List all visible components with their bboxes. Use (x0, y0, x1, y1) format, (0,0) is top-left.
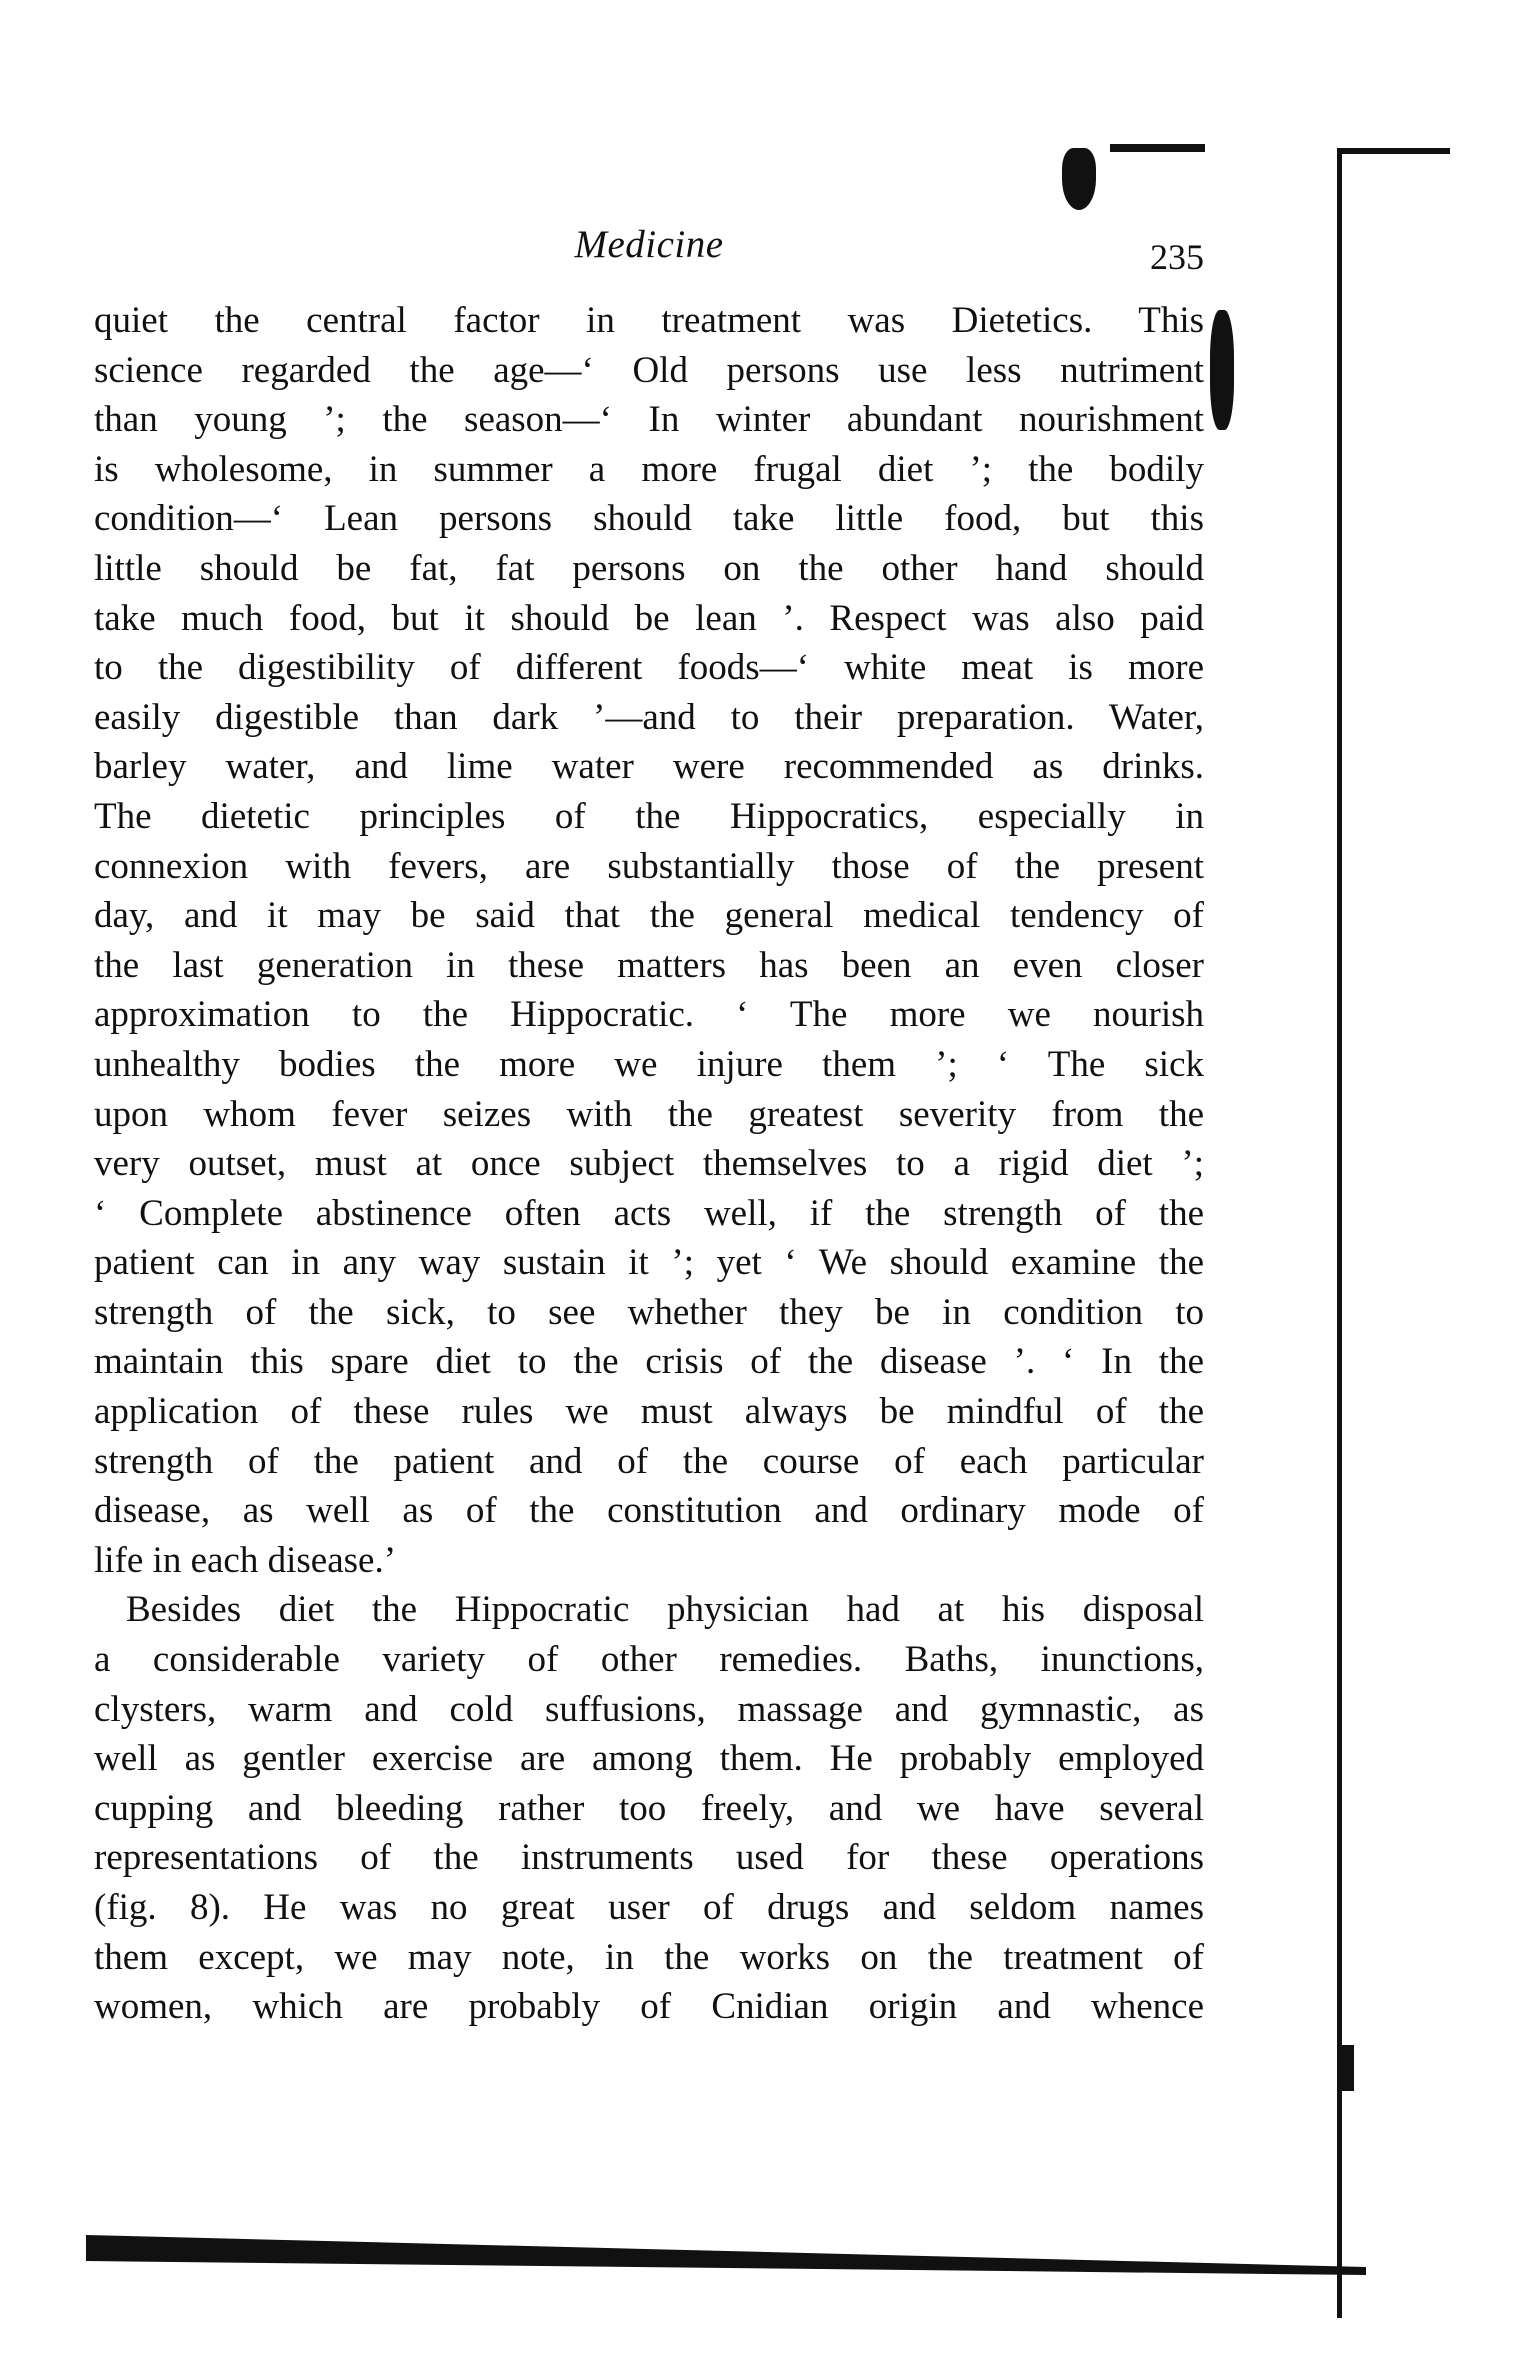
text-line: unhealthy bodies the more we injure them ’; ‘ The sick (94, 1043, 1204, 1085)
scan-shadow-top-right (1340, 148, 1450, 154)
text-line: the last generation in these matters has been an even closer (94, 944, 1204, 986)
scan-mark-right-small (1340, 2045, 1354, 2091)
text-line: connexion with fevers, are substantially those of the present (94, 845, 1204, 887)
text-line: is wholesome, in summer a more frugal diet ’; the bodily (94, 448, 1204, 490)
scan-shadow-right-edge (1337, 148, 1342, 2318)
text-line: strength of the patient and of the course of each particular (94, 1440, 1204, 1482)
running-title: Medicine (574, 223, 724, 266)
text-line: to the digestibility of different foods—‘ white meat is more (94, 647, 1204, 689)
text-line: cupping and bleeding rather too freely, and we have several (94, 1787, 1204, 1829)
text-line: quiet the central factor in treatment was Dietetics. This (94, 300, 1204, 341)
text-line: ‘ Complete abstinence often acts well, if the strength of the (94, 1192, 1204, 1234)
scan-shadow-bottom (86, 2235, 1366, 2285)
paragraph-2 (94, 1585, 1204, 2031)
paragraph-1 (94, 296, 1204, 1585)
scan-blot-margin (1210, 310, 1234, 430)
text-line: very outset, must at once subject themselves to a rigid diet ’; (94, 1143, 1204, 1185)
page-number: 235 (1150, 237, 1204, 277)
running-head (94, 222, 1204, 282)
body-text (94, 296, 1204, 2032)
text-line: clysters, warm and cold suffusions, massage and gymnastic, as (94, 1688, 1204, 1730)
text-line: (fig. 8). He was no great user of drugs and seldom names (94, 1887, 1204, 1928)
text-line: science regarded the age—‘ Old persons use less nutriment (94, 349, 1204, 391)
text-line: upon whom fever seizes with the greatest severity from the (94, 1093, 1204, 1135)
text-line: life in each disease.’ (94, 1539, 397, 1581)
text-line: maintain this spare diet to the crisis of the disease ’. ‘ In the (94, 1341, 1204, 1383)
text-line: patient can in any way sustain it ’; yet ‘ We should examine the (94, 1242, 1204, 1284)
text-line: take much food, but it should be lean ’. Respect was also paid (94, 597, 1204, 639)
text-line: condition—‘ Lean persons should take little food, but this (94, 498, 1204, 540)
text-line: approximation to the Hippocratic. ‘ The more we nourish (94, 994, 1204, 1036)
text-line: women, which are probably of Cnidian origin and whence (94, 1986, 1204, 2028)
text-line: strength of the sick, to see whether they be in condition to (94, 1291, 1204, 1333)
text-line: well as gentler exercise are among them. He probably employed (94, 1738, 1204, 1780)
text-line: barley water, and lime water were recommended as drinks. (94, 746, 1204, 788)
scan-blot-top (1062, 148, 1096, 210)
text-line: than young ’; the season—‘ In winter abundant nourishment (94, 399, 1204, 441)
text-line: a considerable variety of other remedies. Baths, inunctions, (94, 1639, 1204, 1681)
text-line: Besides diet the Hippocratic physician had at his disposal (126, 1589, 1204, 1631)
text-line: representations of the instruments used for these operations (94, 1837, 1204, 1879)
scan-blot-top-small (1110, 144, 1205, 152)
text-line: little should be fat, fat persons on the other hand should (94, 547, 1204, 589)
text-line: application of these rules we must always be mindful of the (94, 1391, 1204, 1433)
text-line: day, and it may be said that the general medical tendency of (94, 895, 1204, 937)
text-line: The dietetic principles of the Hippocratics, especially in (94, 795, 1204, 837)
text-line: disease, as well as of the constitution and ordinary mode of (94, 1490, 1204, 1532)
text-line: them except, we may note, in the works on the treatment of (94, 1936, 1204, 1978)
text-line: easily digestible than dark ’—and to their preparation. Water, (94, 696, 1204, 738)
